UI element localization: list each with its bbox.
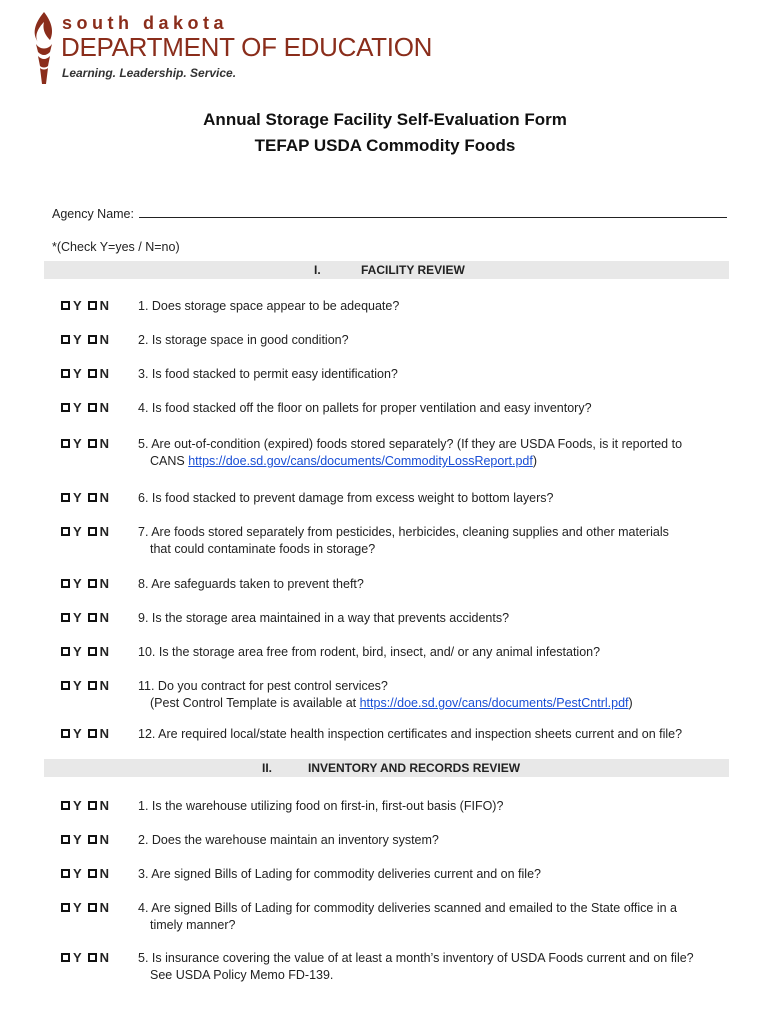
no-label: N [99,436,110,451]
yes-no-choice [61,950,109,965]
section-title: INVENTORY AND RECORDS REVIEW [308,761,521,775]
question-line1: 11. Do you contract for pest control services? [138,679,388,693]
no-label: N [99,678,110,693]
agency-name-row [52,206,727,221]
no-checkbox[interactable] [88,647,97,656]
question-text [138,950,728,984]
question-text [138,798,728,815]
yes-no-choice [61,298,109,313]
yes-label: Y [73,332,82,347]
yes-no-choice [61,576,109,591]
no-checkbox[interactable] [88,903,97,912]
yes-checkbox[interactable] [61,301,70,310]
no-checkbox[interactable] [88,801,97,810]
yes-no-choice [61,866,109,881]
yes-label: Y [73,576,82,591]
question-line2-end: ) [628,696,633,710]
yes-label: Y [73,400,82,415]
question-text [138,298,728,315]
no-label: N [99,950,110,965]
no-checkbox[interactable] [88,439,97,448]
question-line2: that could contaminate foods in storage? [150,542,376,556]
yes-checkbox[interactable] [61,527,70,536]
yes-label: Y [73,950,82,965]
question-line1: 5. Are out-of-condition (expired) foods stored separately? (If they are USDA Foods, is it reported to [138,437,683,451]
question-text [138,900,728,934]
yes-label: Y [73,900,82,915]
no-checkbox[interactable] [88,369,97,378]
logo-state-name: south dakota [62,13,229,33]
question-line2: See USDA Policy Memo FD-139. [150,968,334,982]
check-instructions: *(Check Y=yes / N=no) [52,240,180,254]
no-checkbox[interactable] [88,869,97,878]
question-line1: 7. Are foods stored separately from pesticides, herbicides, cleaning supplies and other materials [138,525,669,539]
yes-checkbox[interactable] [61,579,70,588]
section-number: I. [314,263,321,277]
document-link[interactable]: https://doe.sd.gov/cans/documents/PestCntrl.pdf [359,696,629,710]
yes-checkbox[interactable] [61,903,70,912]
question-line1: 12. Are required local/state health inspection certificates and inspection sheets current and on file? [138,727,683,741]
yes-checkbox[interactable] [61,729,70,738]
yes-checkbox[interactable] [61,869,70,878]
yes-checkbox[interactable] [61,403,70,412]
no-label: N [99,610,110,625]
yes-label: Y [73,644,82,659]
no-label: N [99,576,110,591]
yes-label: Y [73,866,82,881]
question-text [138,610,728,627]
no-label: N [99,644,110,659]
no-checkbox[interactable] [88,579,97,588]
question-line1: 1. Does storage space appear to be adequate? [138,299,400,313]
question-text [138,832,728,849]
question-line1: 2. Does the warehouse maintain an inventory system? [138,833,439,847]
yes-label: Y [73,798,82,813]
yes-label: Y [73,366,82,381]
question-line1: 10. Is the storage area free from rodent, bird, insect, and/ or any animal infestation? [138,645,601,659]
yes-checkbox[interactable] [61,835,70,844]
yes-no-choice [61,678,109,693]
no-checkbox[interactable] [88,301,97,310]
no-checkbox[interactable] [88,403,97,412]
yes-checkbox[interactable] [61,493,70,502]
yes-checkbox[interactable] [61,801,70,810]
yes-no-choice [61,798,109,813]
question-line2: (Pest Control Template is available at [150,696,360,710]
yes-checkbox[interactable] [61,613,70,622]
no-checkbox[interactable] [88,835,97,844]
no-label: N [99,866,110,881]
section-number: II. [262,761,273,775]
question-text [138,866,728,883]
no-label: N [99,798,110,813]
question-line1: 4. Are signed Bills of Lading for commodity deliveries scanned and emailed to the State office in a [138,901,677,915]
form-subtitle: TEFAP USDA Commodity Foods [254,136,516,155]
yes-label: Y [73,832,82,847]
yes-checkbox[interactable] [61,335,70,344]
question-text [138,436,728,470]
question-text [138,726,728,743]
yes-no-choice [61,490,109,505]
yes-checkbox[interactable] [61,369,70,378]
no-label: N [99,490,110,505]
yes-label: Y [73,298,82,313]
question-line1: 3. Is food stacked to permit easy identification? [138,367,398,381]
question-line1: 8. Are safeguards taken to prevent theft? [138,577,364,591]
question-line1: 4. Is food stacked off the floor on pallets for proper ventilation and easy inventory? [138,401,592,415]
question-line1: 2. Is storage space in good condition? [138,333,349,347]
yes-label: Y [73,726,82,741]
yes-no-choice [61,644,109,659]
question-text [138,524,728,558]
yes-checkbox[interactable] [61,647,70,656]
question-text [138,332,728,349]
yes-no-choice [61,400,109,415]
yes-label: Y [73,436,82,451]
yes-no-choice [61,366,109,381]
yes-label: Y [73,524,82,539]
question-line2: CANS [150,454,189,468]
question-line1: 3. Are signed Bills of Lading for commodity deliveries current and on file? [138,867,541,881]
logo-tagline: Learning. Leadership. Service. [62,66,237,80]
no-checkbox[interactable] [88,527,97,536]
yes-label: Y [73,610,82,625]
no-checkbox[interactable] [88,613,97,622]
question-text [138,644,728,661]
yes-no-choice [61,610,109,625]
yes-checkbox[interactable] [61,953,70,962]
no-label: N [99,524,110,539]
question-text [138,366,728,383]
question-line1: 5. Is insurance covering the value of at least a month’s inventory of USDA Foods current and on file? [138,951,694,965]
question-text [138,490,728,507]
question-line1: 9. Is the storage area maintained in a way that prevents accidents? [138,611,510,625]
sd-doe-logo [30,10,433,86]
no-label: N [99,298,110,313]
section-title: FACILITY REVIEW [361,263,465,277]
no-checkbox[interactable] [88,681,97,690]
question-text [138,678,728,712]
section-header-facility-review [44,261,729,279]
question-line1: 1. Is the warehouse utilizing food on first-in, first-out basis (FIFO)? [138,799,504,813]
question-line2: timely manner? [150,918,236,932]
no-label: N [99,366,110,381]
yes-no-choice [61,726,109,741]
no-label: N [99,832,110,847]
yes-no-choice [61,332,109,347]
no-label: N [99,726,110,741]
yes-no-choice [61,524,109,539]
no-label: N [99,900,110,915]
question-text [138,400,728,417]
no-checkbox[interactable] [88,493,97,502]
section-header-inventory-records [44,759,729,777]
agency-name-label: Agency Name: [52,207,134,221]
agency-name-field[interactable] [139,206,727,218]
yes-no-choice [61,832,109,847]
question-line2-end: ) [532,454,537,468]
no-label: N [99,400,110,415]
question-line1: 6. Is food stacked to prevent damage from excess weight to bottom layers? [138,491,554,505]
logo-department-name: DEPARTMENT OF EDUCATION [61,32,433,62]
yes-label: Y [73,678,82,693]
flame-torch-icon [30,10,58,86]
document-link[interactable]: https://doe.sd.gov/cans/documents/CommodityLossReport.pdf [188,454,533,468]
yes-label: Y [73,490,82,505]
yes-checkbox[interactable] [61,439,70,448]
no-label: N [99,332,110,347]
question-text [138,576,728,593]
no-checkbox[interactable] [88,335,97,344]
yes-no-choice [61,900,109,915]
no-checkbox[interactable] [88,729,97,738]
yes-no-choice [61,436,109,451]
no-checkbox[interactable] [88,953,97,962]
form-title: Annual Storage Facility Self-Evaluation Form [203,110,567,129]
yes-checkbox[interactable] [61,681,70,690]
